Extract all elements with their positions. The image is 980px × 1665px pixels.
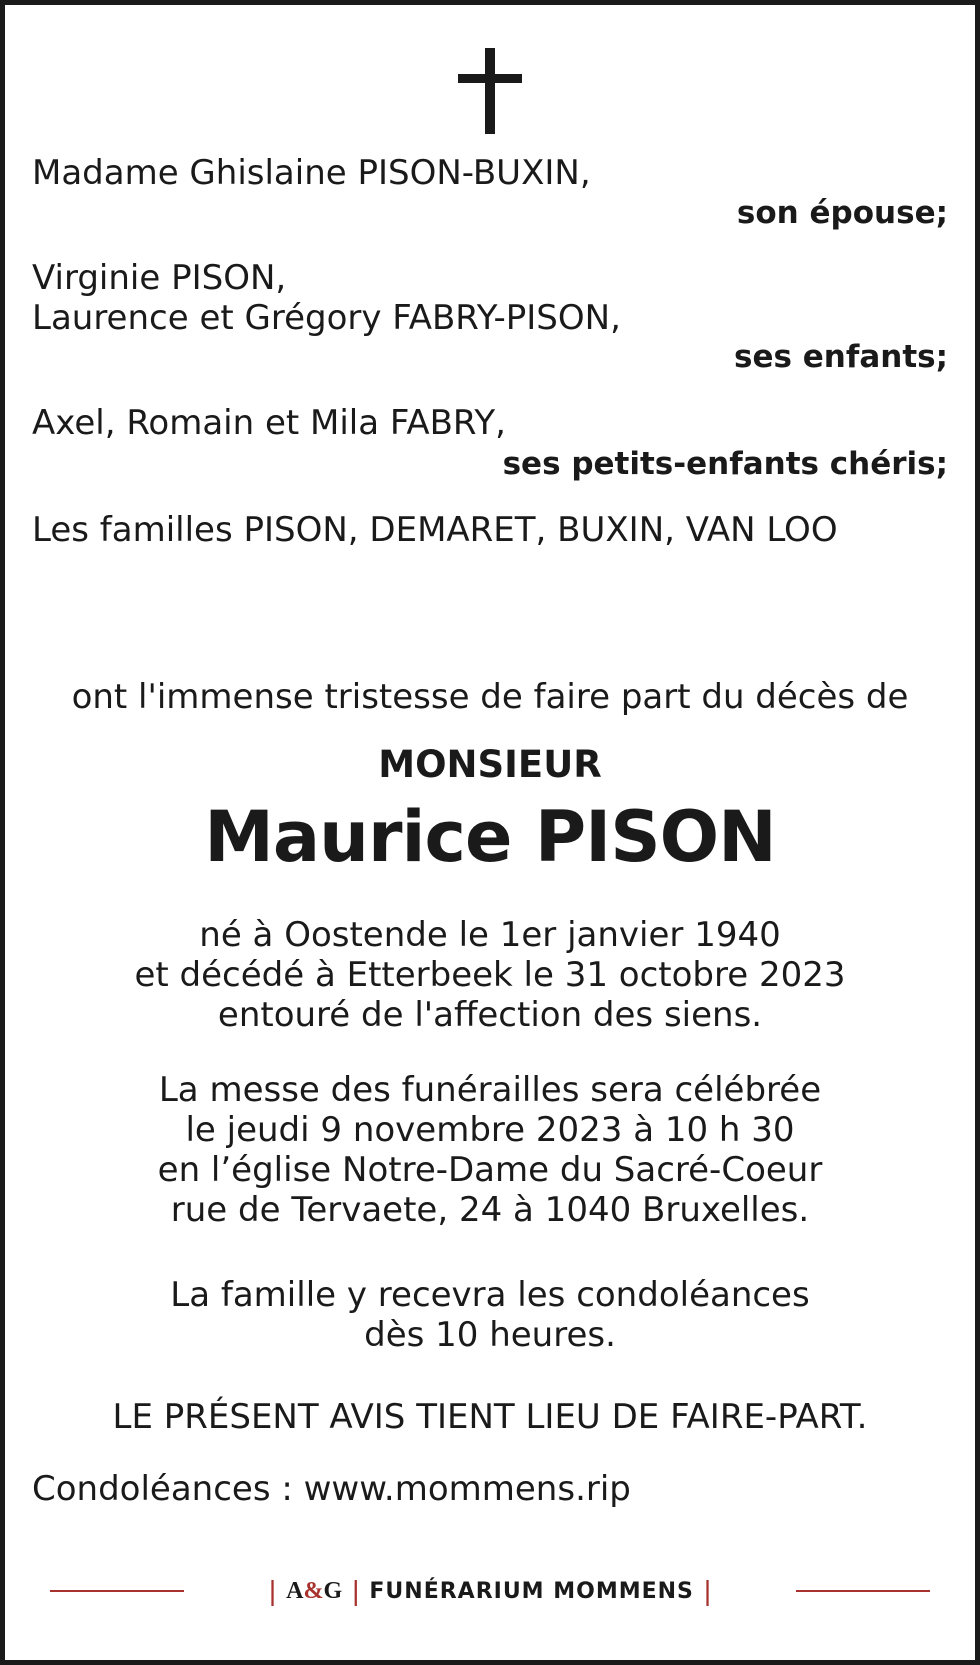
condolences-line-2: dès 10 heures. [364,1315,616,1355]
logo-separator-middle: | [352,1575,360,1606]
deceased-name: Maurice PISON [204,796,776,878]
ceremony-date: le jeudi 9 novembre 2023 à 10 h 30 [185,1110,795,1150]
announcement-title: MONSIEUR [378,743,602,786]
child-laurence-gregory: Laurence et Grégory FABRY-PISON, [32,298,621,338]
condolences-line-1: La famille y recevra les condoléances [170,1275,810,1315]
ceremony-church: en l’église Notre-Dame du Sacré-Coeur [157,1150,823,1190]
footer-rule-left [50,1590,184,1592]
logo-a: A [286,1577,304,1604]
logo-monogram [286,1578,342,1605]
extended-families: Les familles PISON, DEMARET, BUXIN, VAN LOO [32,510,838,550]
funeral-home-name: FUNÉRARIUM MOMMENS [369,1578,694,1604]
logo-ampersand: & [303,1577,324,1604]
children-role: ses enfants; [734,339,948,375]
funeral-home-logo [230,1574,750,1608]
birth-info: né à Oostende le 1er janvier 1940 [199,915,781,955]
logo-separator-left: | [268,1575,277,1606]
footer-rule-right [796,1590,930,1592]
ceremony-address: rue de Tervaete, 24 à 1040 Bruxelles. [170,1190,810,1230]
grandchildren-names: Axel, Romain et Mila FABRY, [32,403,506,443]
cross-icon [458,48,522,134]
logo-separator-right: | [703,1575,712,1606]
online-condolences[interactable]: Condoléances : www.mommens.rip [32,1469,631,1509]
announcement-intro: ont l'immense tristesse de faire part du décès de [71,677,909,717]
grandchildren-role: ses petits-enfants chéris; [502,446,948,482]
logo-g: G [323,1577,343,1604]
ceremony-line-1: La messe des funérailles sera célébrée [158,1070,822,1110]
spouse-name: Madame Ghislaine PISON-BUXIN, [32,153,591,193]
spouse-role: son épouse; [736,195,948,231]
affection-line: entouré de l'affection des siens. [217,995,763,1035]
notice: LE PRÉSENT AVIS TIENT LIEU DE FAIRE-PART. [112,1397,868,1437]
child-virginie: Virginie PISON, [32,258,287,298]
death-info: et décédé à Etterbeek le 31 octobre 2023 [134,955,846,995]
